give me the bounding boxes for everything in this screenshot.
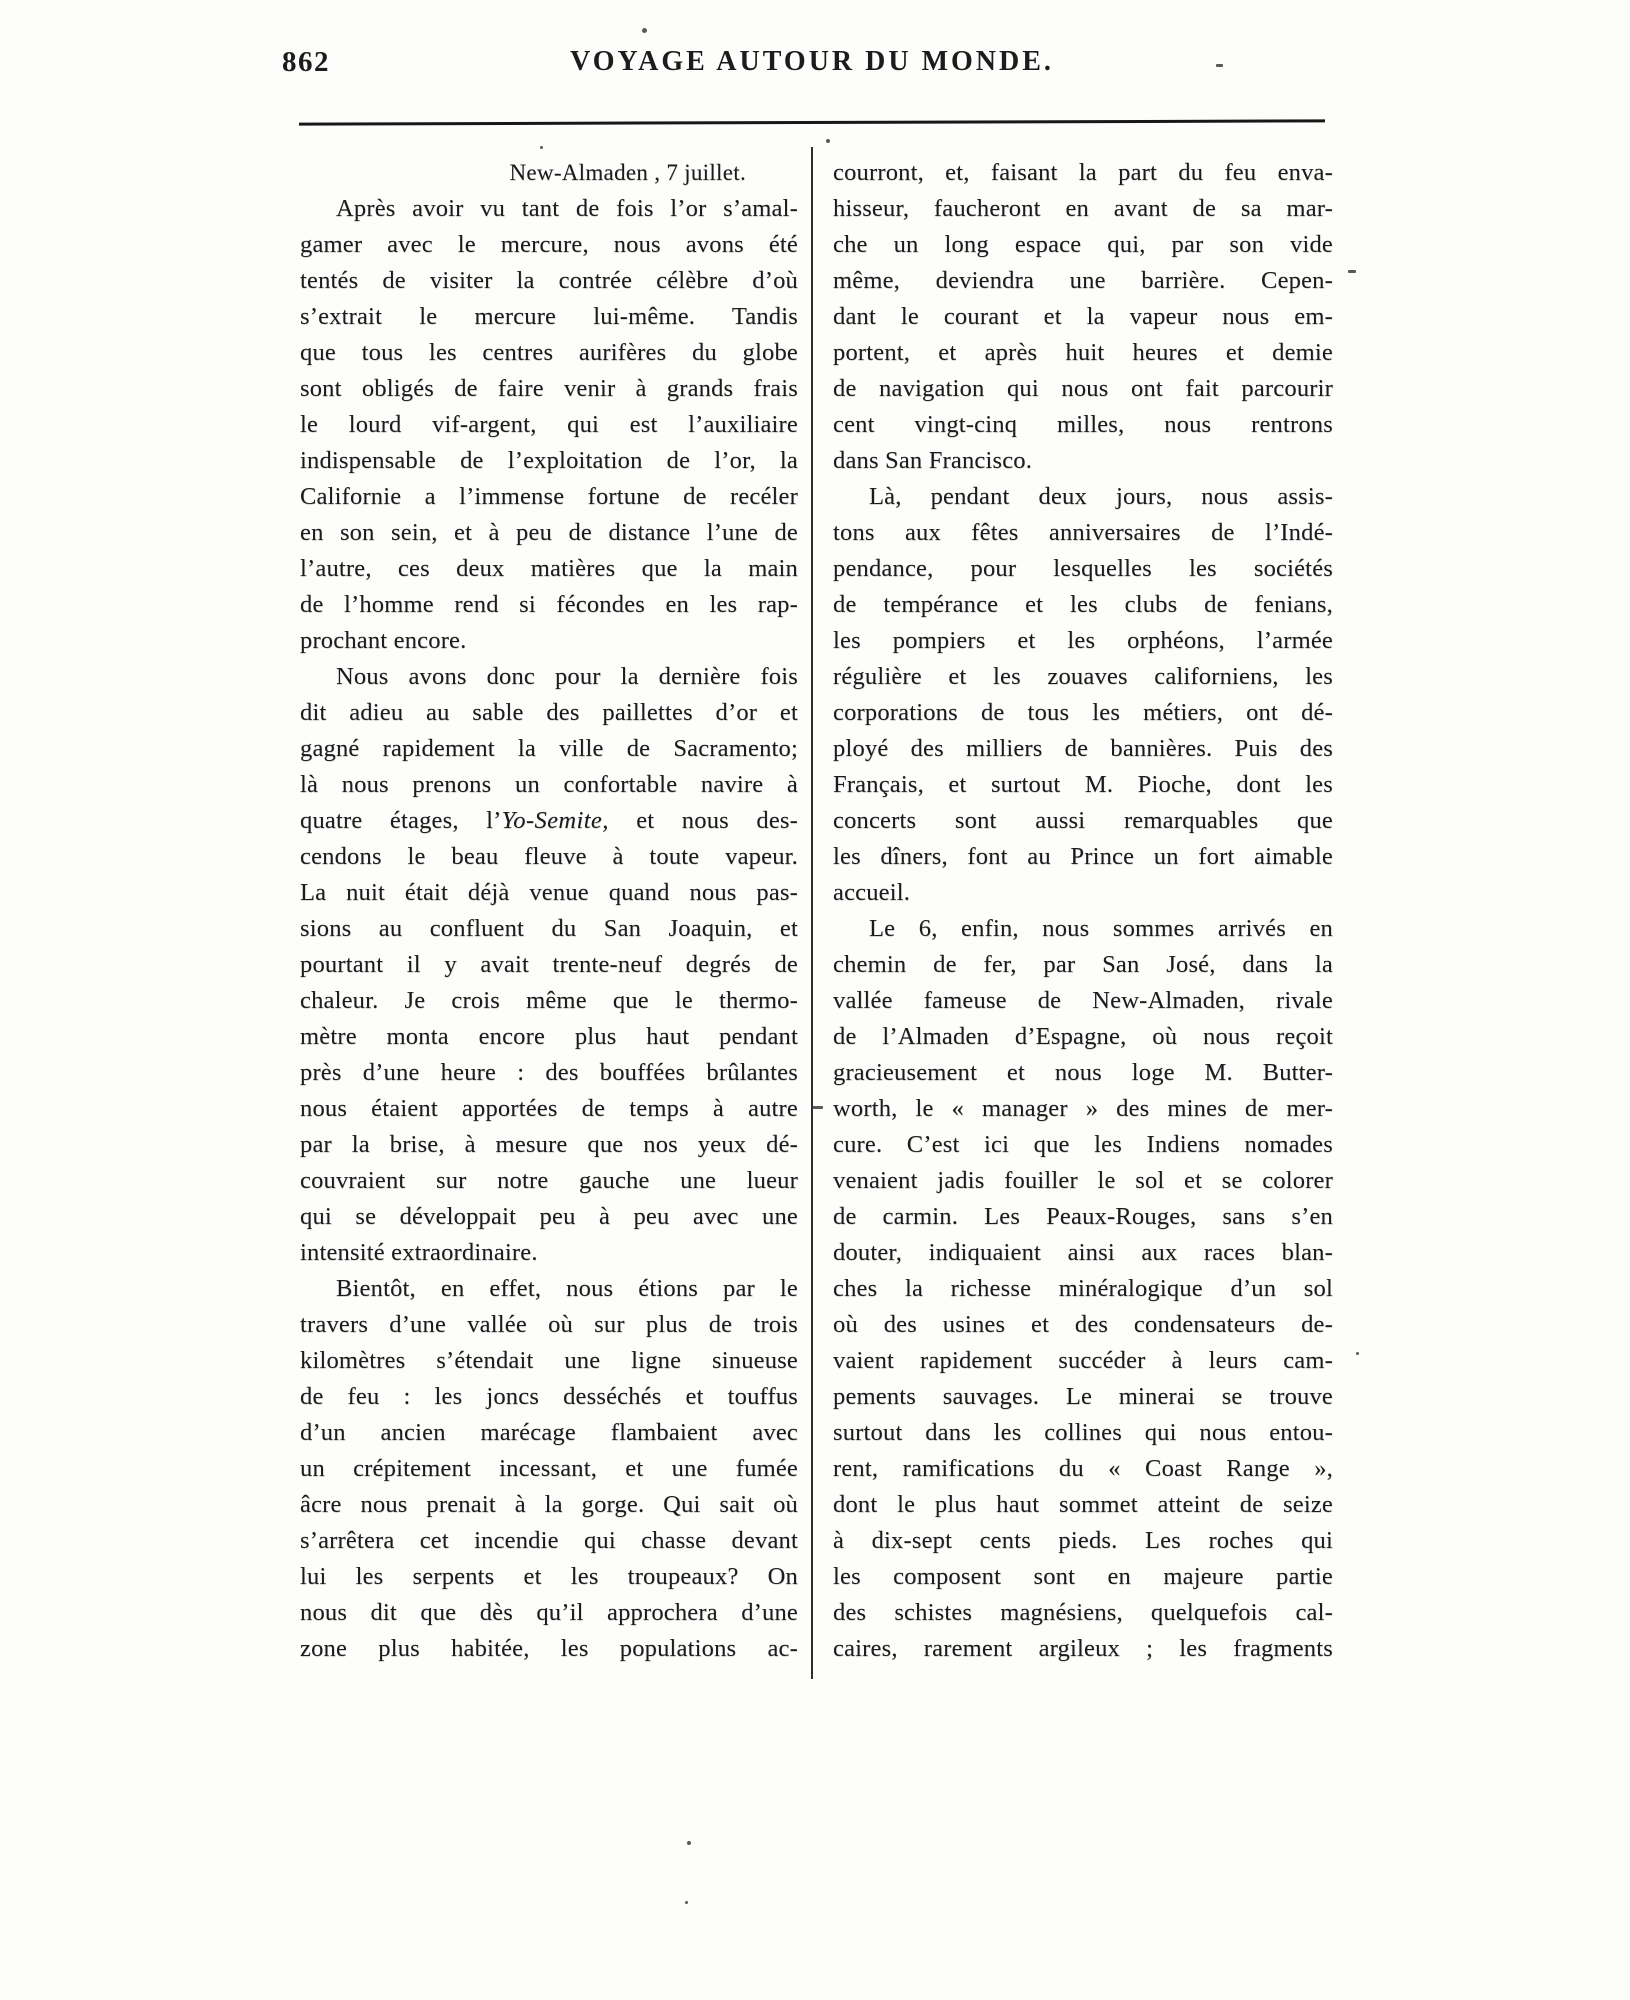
text-line: ployé des milliers de bannières. Puis des — [833, 735, 1333, 762]
text-line: l’autre, ces deux matières que la main — [300, 555, 798, 582]
text-line: à dix-sept cents pieds. Les roches qui — [833, 1527, 1333, 1554]
text-line: d’un ancien marécage flambaient avec — [300, 1419, 798, 1446]
text-line: cendons le beau fleuve à toute vapeur. — [300, 843, 798, 870]
text-line: corporations de tous les métiers, ont dé- — [833, 699, 1333, 726]
text-line: courront, et, faisant la part du feu enva- — [833, 159, 1333, 186]
text-line: par la brise, à mesure que nos yeux dé- — [300, 1131, 798, 1158]
dateline: New-Almaden , 7 juillet. — [509, 160, 746, 185]
scan-speck — [685, 1901, 688, 1904]
text-line: chemin de fer, par San José, dans la — [833, 951, 1333, 978]
text-line: pements sauvages. Le minerai se trouve — [833, 1383, 1333, 1410]
text-line: qui se développait peu à peu avec une — [300, 1203, 798, 1230]
text-line: tentés de visiter la contrée célèbre d’où — [300, 267, 798, 294]
text-line: Le 6, enfin, nous sommes arrivés en — [869, 915, 1333, 942]
text-line: vaient rapidement succéder à leurs cam- — [833, 1347, 1333, 1374]
text-line — [300, 803, 798, 839]
left-column — [300, 155, 798, 1667]
text-line: caires, rarement argileux ; les fragments — [833, 1635, 1333, 1662]
scan-speck — [687, 1841, 691, 1845]
text-line: gagné rapidement la ville de Sacramento; — [300, 735, 798, 762]
text-line: dans San Francisco. — [833, 447, 1033, 474]
text-line: hisseur, faucheront en avant de sa mar- — [833, 195, 1333, 222]
text-line: travers d’une vallée où sur plus de trois — [300, 1311, 798, 1338]
text-line: pourtant il y avait trente-neuf degrés de — [300, 951, 798, 978]
text-line: dit adieu au sable des paillettes d’or et — [300, 699, 798, 726]
text-line: les pompiers et les orphéons, l’armée — [833, 627, 1333, 654]
text-line: un crépitement incessant, et une fumée — [300, 1455, 798, 1482]
text-line: indispensable de l’exploitation de l’or, la — [300, 447, 798, 474]
text-line: près d’une heure : des bouffées brûlantes — [300, 1059, 798, 1086]
scan-speck — [812, 1106, 823, 1109]
text-line: chaleur. Je crois même que le thermo- — [300, 987, 798, 1014]
italic-text-segment: Yo-Semite, — [501, 807, 609, 834]
scan-speck — [1356, 1352, 1359, 1355]
text-line: les dîners, font au Prince un fort aimable — [833, 843, 1333, 870]
text-line: régulière et les zouaves californiens, les — [833, 663, 1333, 690]
text-line: gamer avec le mercure, nous avons été — [300, 231, 798, 258]
text-line: lui les serpents et les troupeaux? On — [300, 1563, 798, 1590]
text-line: de feu : les joncs desséchés et touffus — [300, 1383, 798, 1410]
text-line: cent vingt-cinq milles, nous rentrons — [833, 411, 1333, 438]
text-line: douter, indiquaient ainsi aux races blan- — [833, 1239, 1333, 1266]
text-line: les composent sont en majeure partie — [833, 1563, 1333, 1590]
text-line: Californie a l’immense fortune de recéler — [300, 483, 798, 510]
text-line: accueil. — [833, 879, 911, 906]
text-line: portent, et après huit heures et demie — [833, 339, 1333, 366]
text-line: en son sein, et à peu de distance l’une de — [300, 519, 798, 546]
text-line: Bientôt, en effet, nous étions par le — [336, 1275, 798, 1302]
text-line: La nuit était déjà venue quand nous pas- — [300, 879, 798, 906]
text-line: nous dit que dès qu’il approchera d’une — [300, 1599, 798, 1626]
header-rule — [299, 119, 1325, 125]
scan-speck — [642, 28, 647, 33]
text-segment: et nous des- — [608, 807, 798, 834]
scan-speck — [826, 139, 830, 143]
text-line: des schistes magnésiens, quelquefois cal- — [833, 1599, 1333, 1626]
page-number: 862 — [282, 46, 330, 78]
text-line: worth, le « manager » des mines de mer- — [833, 1095, 1333, 1122]
text-line: Après avoir vu tant de fois l’or s’amal- — [336, 195, 798, 222]
running-title: VOYAGE AUTOUR DU MONDE. — [570, 46, 1054, 77]
text-line: sions au confluent du San Joaquin, et — [300, 915, 798, 942]
text-line: nous étaient apportées de temps à autre — [300, 1095, 798, 1122]
text-line: s’extrait le mercure lui-même. Tandis — [300, 303, 798, 330]
right-column — [833, 155, 1333, 1667]
text-line: que tous les centres aurifères du globe — [300, 339, 798, 366]
text-line: pendance, pour lesquelles les sociétés — [833, 555, 1333, 582]
text-line: de l’Almaden d’Espagne, où nous reçoit — [833, 1023, 1333, 1050]
text-line: intensité extraordinaire. — [300, 1239, 538, 1266]
text-line: où des usines et des condensateurs de- — [833, 1311, 1333, 1338]
text-line: de tempérance et les clubs de fenians, — [833, 591, 1333, 618]
text-line: che un long espace qui, par son vide — [833, 231, 1333, 258]
text-line: venaient jadis fouiller le sol et se colorer — [833, 1167, 1333, 1194]
text-segment: quatre étages, l’ — [300, 807, 502, 834]
text-line: là nous prenons un confortable navire à — [300, 771, 798, 798]
column-divider-rule — [811, 147, 813, 1679]
scan-speck — [1216, 64, 1223, 67]
text-line: surtout dans les collines qui nous entou- — [833, 1419, 1333, 1446]
scan-speck — [1348, 270, 1356, 273]
text-line: de l’homme rend si fécondes en les rap- — [300, 591, 798, 618]
text-line: Français, et surtout M. Pioche, dont les — [833, 771, 1333, 798]
text-line: de carmin. Les Peaux-Rouges, sans s’en — [833, 1203, 1333, 1230]
text-line: s’arrêtera cet incendie qui chasse devant — [300, 1527, 798, 1554]
text-line: concerts sont aussi remarquables que — [833, 807, 1333, 834]
text-line: âcre nous prenait à la gorge. Qui sait où — [300, 1491, 798, 1518]
text-line: sont obligés de faire venir à grands frais — [300, 375, 798, 402]
text-line: gracieusement et nous loge M. Butter- — [833, 1059, 1333, 1086]
text-line: ches la richesse minéralogique d’un sol — [833, 1275, 1333, 1302]
text-line: vallée fameuse de New-Almaden, rivale — [833, 987, 1333, 1014]
text-line: Là, pendant deux jours, nous assis- — [869, 483, 1333, 510]
text-line: Nous avons donc pour la dernière fois — [336, 663, 798, 690]
text-line: même, deviendra une barrière. Cepen- — [833, 267, 1333, 294]
text-line: cure. C’est ici que les Indiens nomades — [833, 1131, 1333, 1158]
text-line: prochant encore. — [300, 627, 467, 654]
text-line: couvraient sur notre gauche une lueur — [300, 1167, 798, 1194]
text-line: de navigation qui nous ont fait parcourir — [833, 375, 1333, 402]
text-line: kilomètres s’étendait une ligne sinueuse — [300, 1347, 798, 1374]
text-line: tons aux fêtes anniversaires de l’Indé- — [833, 519, 1333, 546]
text-line: le lourd vif-argent, qui est l’auxiliaire — [300, 411, 798, 438]
text-line: dont le plus haut sommet atteint de seize — [833, 1491, 1333, 1518]
scan-speck — [540, 146, 543, 149]
text-line: mètre monta encore plus haut pendant — [300, 1023, 798, 1050]
text-line: rent, ramifications du « Coast Range », — [833, 1455, 1333, 1482]
text-line: zone plus habitée, les populations ac- — [300, 1635, 798, 1662]
text-line: dant le courant et la vapeur nous em- — [833, 303, 1333, 330]
